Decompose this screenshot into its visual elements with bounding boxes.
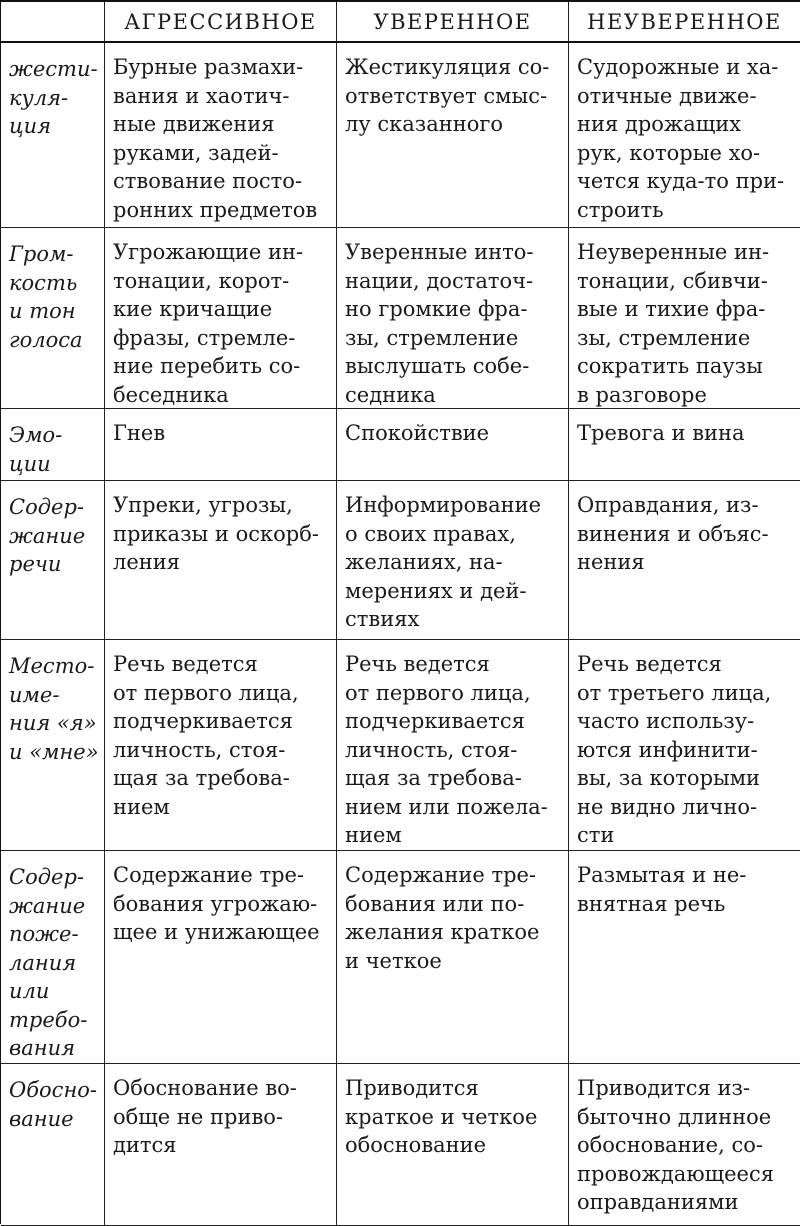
text-line: чется куда-то при-	[577, 169, 785, 193]
cell-gesticulation-aggressive	[105, 43, 337, 228]
text-line: Речь ведется	[113, 652, 258, 676]
label-line: речи	[9, 552, 62, 576]
text-line: оправданиями	[577, 1190, 739, 1214]
text-line: нием	[345, 823, 402, 847]
label-line: Обосно-	[9, 1078, 98, 1102]
text-line: щая за требова-	[345, 766, 522, 790]
text-line: ронних предметов	[113, 197, 318, 222]
label-line: Содер-	[9, 865, 84, 889]
text-line: ние перебить со-	[113, 354, 301, 378]
text-line: Жестикуляция со-	[345, 55, 550, 79]
text-line: ные движения	[113, 112, 275, 136]
text-line: в разговоре	[577, 382, 707, 407]
label-line: вание	[9, 1106, 74, 1131]
row-label-emotions	[1, 409, 105, 481]
text-line: Содержание тре-	[113, 863, 305, 887]
text-line: тонации, корот-	[113, 268, 290, 293]
cell-gesticulation-insecure	[569, 43, 800, 228]
text-line: от первого лица,	[345, 680, 531, 705]
label-line: Место-	[9, 654, 95, 678]
label-line: голоса	[9, 327, 83, 352]
cell-volume-insecure	[569, 228, 800, 409]
header-aggressive: АГРЕССИВНОЕ	[105, 2, 337, 43]
cell-gesticulation-confident	[337, 43, 569, 228]
text-line: Угрожающие ин-	[113, 240, 304, 264]
label-line: ния «я»	[9, 711, 97, 735]
label-line: вания	[9, 1036, 76, 1060]
text-line: кие кричащие	[113, 297, 273, 321]
cell-emotions-confident	[337, 409, 569, 481]
text-line: Приводится	[345, 1076, 479, 1100]
label-line: Эмо-	[9, 423, 63, 447]
text-line: Судорожные и ха-	[577, 55, 779, 79]
text-line: желаниях, на-	[345, 550, 503, 574]
header-confident: УВЕРЕННОЕ	[337, 2, 569, 43]
text-line: руками, задей-	[113, 140, 279, 165]
row-label-justification	[1, 1064, 105, 1226]
label-line: жести-	[9, 57, 98, 81]
text-line: Размытая и не-	[577, 863, 747, 887]
text-line: щее и унижающее	[113, 920, 320, 944]
text-line: от третьего лица,	[577, 680, 772, 705]
text-line: личность, стоя-	[113, 737, 286, 762]
cell-emotions-insecure	[569, 409, 800, 481]
text-line: нием	[113, 794, 170, 819]
text-line: желания краткое	[345, 920, 540, 944]
text-line: Гнев	[113, 421, 166, 445]
row-label-gesticulation	[1, 43, 105, 228]
text-line: Оправдания, из-	[577, 493, 759, 517]
text-line: зы, стремление	[577, 325, 751, 350]
cell-speech-aggressive	[105, 481, 337, 640]
cell-justification-insecure	[569, 1064, 800, 1226]
text-line: вые и тихие фра-	[577, 297, 766, 321]
text-line: от первого лица,	[113, 680, 299, 705]
header-corner-cell	[1, 2, 105, 43]
text-line: краткое и четкое	[345, 1104, 538, 1129]
label-line: поже-	[9, 922, 79, 946]
text-line: беседника	[113, 382, 229, 407]
cell-pronouns-insecure	[569, 640, 800, 851]
row-label-volume-tone	[1, 228, 105, 409]
text-line: отичные движе-	[577, 83, 757, 108]
label-line: жание	[9, 523, 86, 548]
text-line: бования или по-	[345, 891, 525, 916]
text-line: внятная речь	[577, 891, 726, 916]
text-line: Спокойствие	[345, 421, 490, 445]
text-line: винения и объяс-	[577, 521, 769, 546]
row-label-pronouns	[1, 640, 105, 851]
text-line: дится	[113, 1133, 177, 1157]
label-line: ции	[9, 451, 51, 476]
label-line: требо-	[9, 1007, 88, 1032]
text-line: лу сказанного	[345, 112, 504, 136]
text-line: седника	[345, 382, 436, 407]
text-line: Неуверенные ин-	[577, 240, 770, 264]
text-line: часто использу-	[577, 709, 755, 733]
label-line: и «мне»	[9, 739, 99, 764]
cell-speech-confident	[337, 481, 569, 640]
text-line: Уверенные инто-	[345, 240, 534, 264]
cell-pronouns-aggressive	[105, 640, 337, 851]
text-line: сти	[577, 823, 615, 847]
text-line: обоснование, со-	[577, 1133, 763, 1157]
text-line: и четкое	[345, 948, 442, 973]
cell-request-aggressive	[105, 851, 337, 1064]
text-line: бования угрожаю-	[113, 891, 318, 916]
cell-justification-aggressive	[105, 1064, 337, 1226]
cell-emotions-aggressive	[105, 409, 337, 481]
label-line: куля-	[9, 85, 69, 110]
text-line: выслушать собе-	[345, 354, 530, 378]
text-line: Речь ведется	[577, 652, 722, 676]
text-line: строить	[577, 197, 664, 222]
text-line: Бурные размахи-	[113, 55, 304, 79]
cell-speech-insecure	[569, 481, 800, 640]
text-line: Содержание тре-	[345, 863, 537, 887]
label-line: и тон	[9, 299, 76, 323]
text-line: ствиях	[345, 607, 420, 631]
text-line: личность, стоя-	[345, 737, 518, 762]
label-line: лания	[9, 950, 77, 975]
label-line: ция	[9, 114, 52, 138]
text-line: Информирование	[345, 493, 542, 517]
text-line: о своих правах,	[345, 521, 516, 546]
text-line: ются инфинити-	[577, 737, 758, 762]
text-line: тонации, сбивчи-	[577, 268, 768, 293]
text-line: ответствует смыс-	[345, 83, 548, 108]
cell-volume-confident	[337, 228, 569, 409]
row-label-speech-content	[1, 481, 105, 640]
text-line: Обоснование во-	[113, 1076, 297, 1100]
text-line: обще не приво-	[113, 1104, 284, 1129]
cell-volume-aggressive	[105, 228, 337, 409]
text-line: приказы и оскорб-	[113, 521, 319, 546]
cell-request-confident	[337, 851, 569, 1064]
label-line: Содер-	[9, 495, 84, 519]
text-line: ления	[113, 550, 181, 574]
label-line: кость	[9, 270, 78, 295]
text-line: ствование посто-	[113, 169, 303, 193]
text-line: нием или пожела-	[345, 794, 548, 819]
text-line: мерениях и дей-	[345, 578, 527, 603]
header-insecure: НЕУВЕРЕННОЕ	[569, 2, 800, 43]
text-line: провождающееся	[577, 1161, 774, 1186]
text-line: нения	[577, 550, 645, 574]
text-line: подчеркивается	[113, 709, 293, 733]
text-line: ния дрожащих	[577, 112, 742, 136]
text-line: вания и хаотич-	[113, 83, 290, 108]
text-line: Тревога и вина	[577, 421, 745, 445]
text-line: фразы, стремле-	[113, 325, 296, 350]
text-line: быточно длинное	[577, 1104, 772, 1129]
cell-request-insecure	[569, 851, 800, 1064]
row-label-request-content	[1, 851, 105, 1064]
text-line: не видно лично-	[577, 794, 758, 819]
text-line: Речь ведется	[345, 652, 490, 676]
text-line: Приводится из-	[577, 1076, 750, 1100]
text-line: но громкие фра-	[345, 297, 528, 321]
text-line: зы, стремление	[345, 325, 519, 350]
cell-pronouns-confident	[337, 640, 569, 851]
cell-justification-confident	[337, 1064, 569, 1226]
text-line: обоснование	[345, 1133, 487, 1157]
text-line: щая за требова-	[113, 766, 290, 790]
label-line: жание	[9, 893, 86, 918]
label-line: или	[9, 979, 50, 1003]
text-line: подчеркивается	[345, 709, 525, 733]
text-line: вы, за которыми	[577, 766, 761, 790]
text-line: сократить паузы	[577, 354, 763, 378]
label-line: име-	[9, 682, 60, 707]
text-line: Упреки, угрозы,	[113, 493, 293, 517]
label-line: Гром-	[9, 242, 74, 266]
text-line: рук, которые хо-	[577, 140, 761, 165]
text-line: нации, достаточ-	[345, 268, 534, 293]
